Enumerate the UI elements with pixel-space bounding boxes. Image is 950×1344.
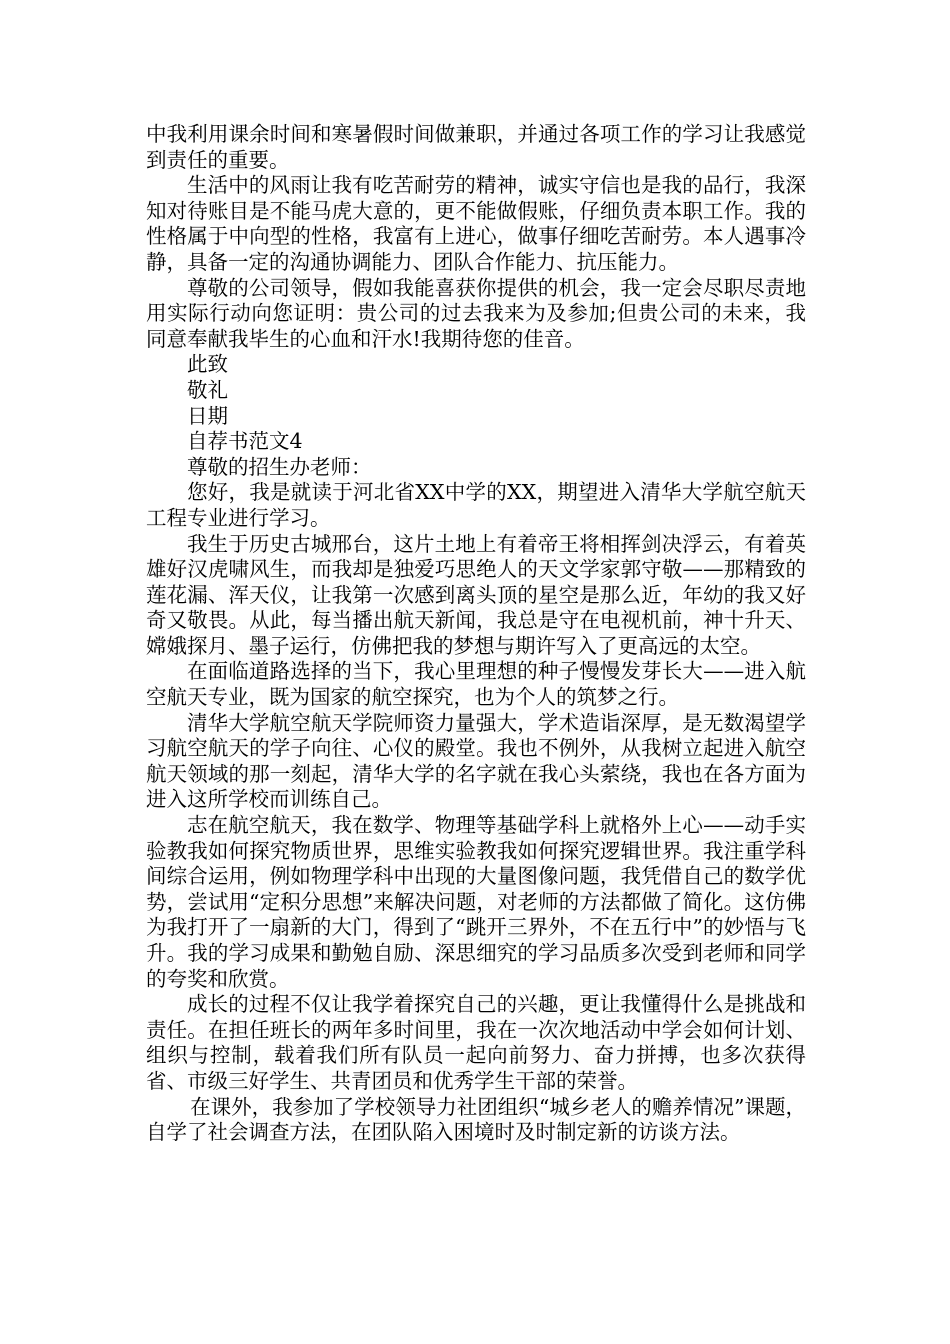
date-line: 日期 <box>187 403 228 428</box>
paragraph: 在面临道路选择的当下，我心里理想的种子慢慢发芽长大——进入航空航天专业，既为国家的航空探究，也为个人的筑梦之行。 <box>146 659 806 710</box>
paragraph: 我生于历史古城邢台，这片土地上有着帝王将相挥剑决浮云，有着英雄好汉虎啸风生，而我却是独爱巧思绝人的天文学家郭守敬——那精致的莲花漏、浑天仪，让我第一次感到离头顶的星空是那么近，年幼的我又好奇又敬畏。从此，每当播出航天新闻，我总是守在电视机前，神十升天、嫦娥探月、墨子运行，仿佛把我的梦想与期许写入了更高远的太空。 <box>146 531 806 658</box>
paragraph: 成长的过程不仅让我学着探究自己的兴趣，更让我懂得什么是挑战和责任。在担任班长的两年多时间里，我在一次次地活动中学会如何计划、组织与控制，载着我们所有队员一起向前努力、奋力拼搏，也多次获得省、市级三好学生、共青团员和优秀学生干部的荣誉。 <box>146 992 806 1093</box>
paragraph: 清华大学航空航天学院师资力量强大，学术造诣深厚，是无数渴望学习航空航天的学子向往、心仪的殿堂。我也不例外，从我树立起进入航空航天领域的那一刻起，清华大学的名字就在我心头萦绕，我也在各方面为进入这所学校而训练自己。 <box>146 710 806 812</box>
section-title: 自荐书范文4 <box>187 429 303 454</box>
paragraph: 尊敬的公司领导，假如我能喜获你提供的机会，我一定会尽职尽责地用实际行动向您证明：贵公司的过去我来为及参加;但贵公司的未来，我同意奉献我毕生的心血和汗水!我期待您的佳音。 <box>146 275 806 351</box>
closing-line: 敬礼 <box>187 377 228 402</box>
paragraph: 在课外，我参加了学校领导力社团组织“城乡老人的赡养情况”课题，自学了社会调查方法，在团队陷入困境时及时制定新的访谈方法。 <box>146 1094 806 1145</box>
paragraph: 生活中的风雨让我有吃苦耐劳的精神，诚实守信也是我的品行，我深知对待账目是不能马虎大意的，更不能做假账，仔细负责本职工作。我的性格属于中向型的性格，我富有上进心，做事仔细吃苦耐劳。本人遇事冷静，具备一定的沟通协调能力、团队合作能力、抗压能力。 <box>146 173 806 274</box>
paragraph: 中我利用课余时间和寒暑假时间做兼职，并通过各项工作的学习让我感觉到责任的重要。 <box>146 122 806 172</box>
paragraph: 您好，我是就读于河北省XX中学的XX，期望进入清华大学航空航天工程专业进行学习。 <box>146 480 806 530</box>
salutation: 尊敬的招生办老师： <box>187 454 372 479</box>
document-body <box>146 122 806 1146</box>
paragraph: 志在航空航天，我在数学、物理等基础学科上就格外上心——动手实验教我如何探究物质世界，思维实验教我如何探究逻辑世界。我注重学科间综合运用，例如物理学科中出现的大量图像问题，我凭借自己的数学优势，尝试用“定积分思想”来解决问题，对老师的方法都做了简化。这仿佛为我打开了一扇新的大门，得到了“跳开三界外，不在五行中”的妙悟与飞升。我的学习成果和勤勉自励、深思细究的学习品质多次受到老师和同学的夸奖和欣赏。 <box>146 813 806 991</box>
closing-line: 此致 <box>187 352 228 377</box>
